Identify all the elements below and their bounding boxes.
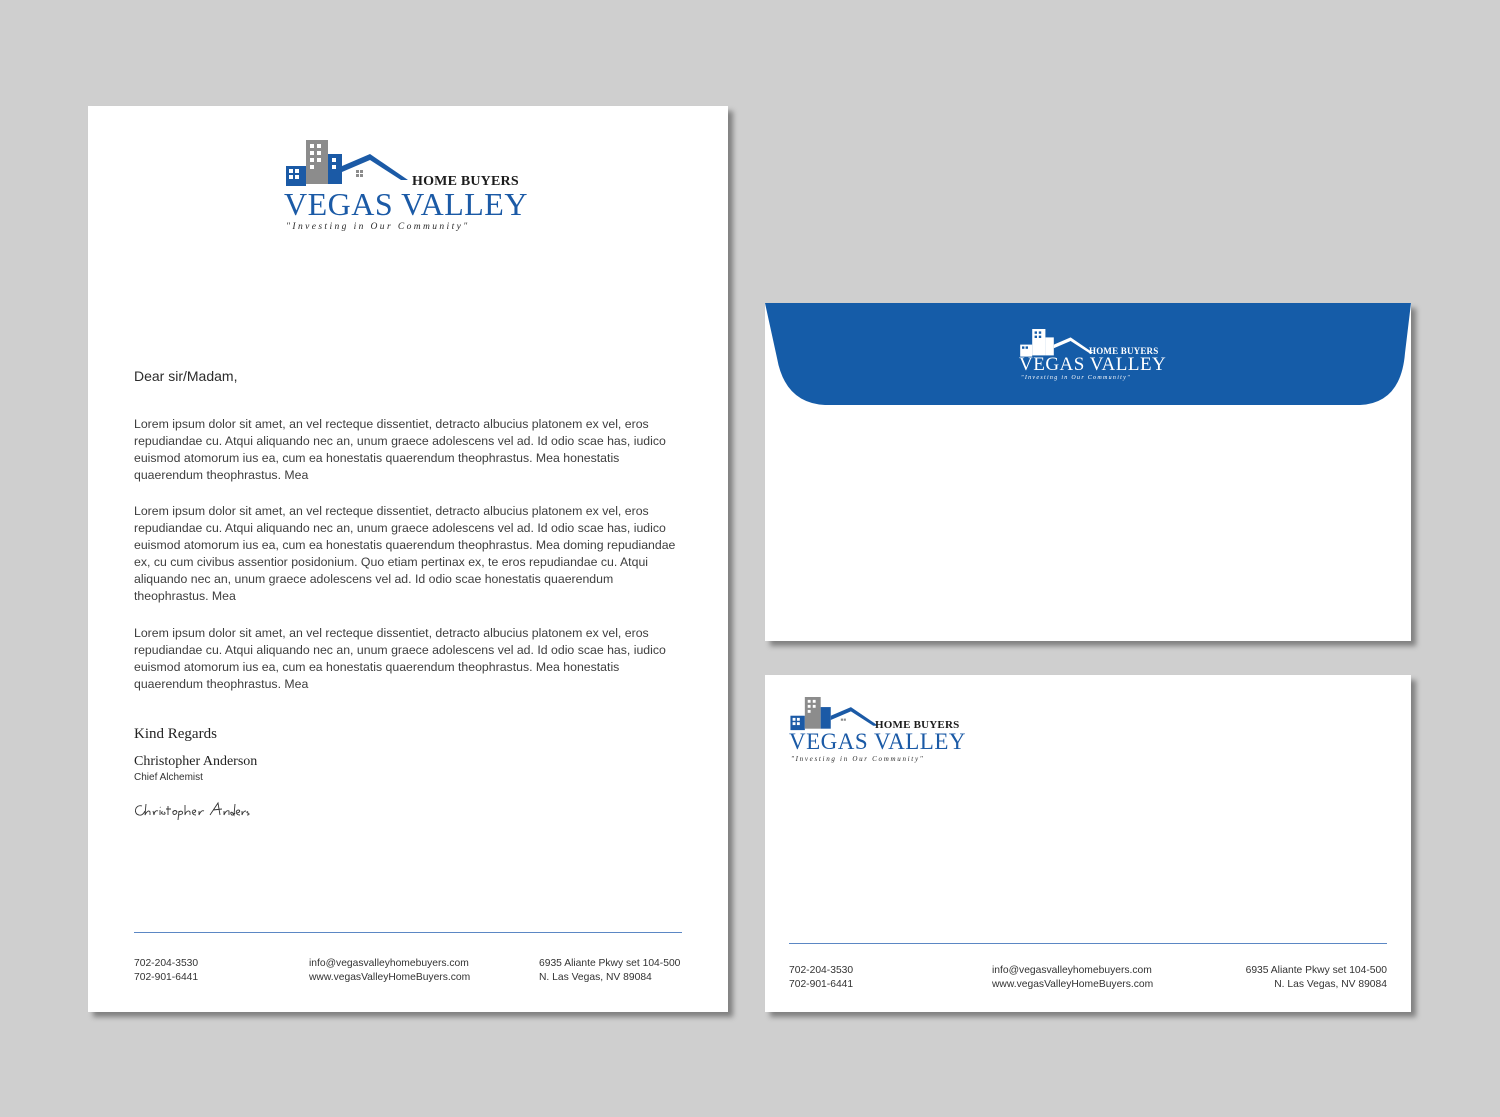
letterhead-sheet xyxy=(88,106,728,1012)
footer-web xyxy=(992,964,1153,992)
footer-address xyxy=(539,957,680,985)
handwritten-signature xyxy=(132,800,252,822)
phone-2: 702-901-6441 xyxy=(789,979,854,990)
notecard-sheet xyxy=(765,675,1411,1012)
logo-home-buyers: HOME BUYERS xyxy=(875,719,960,731)
footer-address xyxy=(1246,964,1387,992)
footer-divider xyxy=(789,943,1387,944)
letter-closing: Kind Regards xyxy=(134,726,217,742)
email-link[interactable]: info@vegasvalleyhomebuyers.com xyxy=(992,965,1152,976)
logo-tagline: "Investing in Our Community" xyxy=(286,222,470,232)
footer-phones xyxy=(789,964,853,992)
footer-web xyxy=(309,957,470,985)
footer-phones xyxy=(134,957,198,985)
website-link[interactable]: www.vegasValleyHomeBuyers.com xyxy=(309,972,471,983)
footer-divider xyxy=(134,932,682,933)
address-line-2: N. Las Vegas, NV 89084 xyxy=(1274,979,1387,990)
logo-tagline: "Investing in Our Community" xyxy=(1021,375,1131,381)
envelope-logo xyxy=(1019,329,1169,389)
logo-home-buyers: HOME BUYERS xyxy=(1089,346,1159,356)
envelope-sheet xyxy=(765,303,1411,641)
logo-vegas-valley: VEGAS VALLEY xyxy=(284,186,528,222)
letter-paragraph: Lorem ipsum dolor sit amet, an vel recteque dissentiet, detracto albucius platonem ex vel, eros repudiandae cu. Atqui aliquando nec an, unum graece adolescens vel ad. Id odio scae has, iudico euismod atomorum ius ea, cum ea honestatis quaerendum theophrastus. Mea doming repudiandae ex, cu cum civibus assentior posidonium. Quo etiam pertinax ex, te eros repudiandae cu. Atqui aliquando nec an, unum graece adolescens vel ad. Id odio scae honestatis quaerendum theophrastus. Mea xyxy=(134,504,676,603)
letter-paragraph: Lorem ipsum dolor sit amet, an vel recteque dissentiet, detracto albucius platonem ex vel, eros repudiandae cu. Atqui aliquando nec an, unum graece adolescens vel ad. Id odio scae has, iudico euismod atomorum ius ea, cum ea honestatis quaerendum theophrastus. Mea honestatis quaerendum theophrastus. Mea xyxy=(134,417,666,482)
address-line-2: N. Las Vegas, NV 89084 xyxy=(539,972,652,983)
email-link[interactable]: info@vegasvalleyhomebuyers.com xyxy=(309,958,469,969)
logo-vegas-valley: VEGAS VALLEY xyxy=(789,729,967,754)
logo-tagline: "Investing in Our Community" xyxy=(791,755,925,763)
phone-1: 702-204-3530 xyxy=(134,958,199,969)
letter-paragraph: Lorem ipsum dolor sit amet, an vel recteque dissentiet, detracto albucius platonem ex vel, eros repudiandae cu. Atqui aliquando nec an, unum graece adolescens vel ad. Id odio scae has, iudico euismod atomorum ius ea, cum ea honestatis quaerendum theophrastus. Mea honestatis quaerendum theophrastus. Mea xyxy=(134,626,666,691)
notecard-logo xyxy=(789,697,969,769)
signer-name: Christopher Anderson xyxy=(134,754,258,769)
logo-home-buyers: HOME BUYERS xyxy=(412,174,519,189)
letterhead-logo xyxy=(284,140,534,240)
website-link[interactable]: www.vegasValleyHomeBuyers.com xyxy=(992,979,1154,990)
address-line-1: 6935 Aliante Pkwy set 104-500 xyxy=(539,958,681,969)
letter-salutation: Dear sir/Madam, xyxy=(134,368,238,384)
address-line-1: 6935 Aliante Pkwy set 104-500 xyxy=(1245,965,1387,976)
phone-2: 702-901-6441 xyxy=(134,972,199,983)
logo-vegas-valley: VEGAS VALLEY xyxy=(1019,354,1167,375)
signer-title: Chief Alchemist xyxy=(134,772,203,783)
phone-1: 702-204-3530 xyxy=(789,965,854,976)
